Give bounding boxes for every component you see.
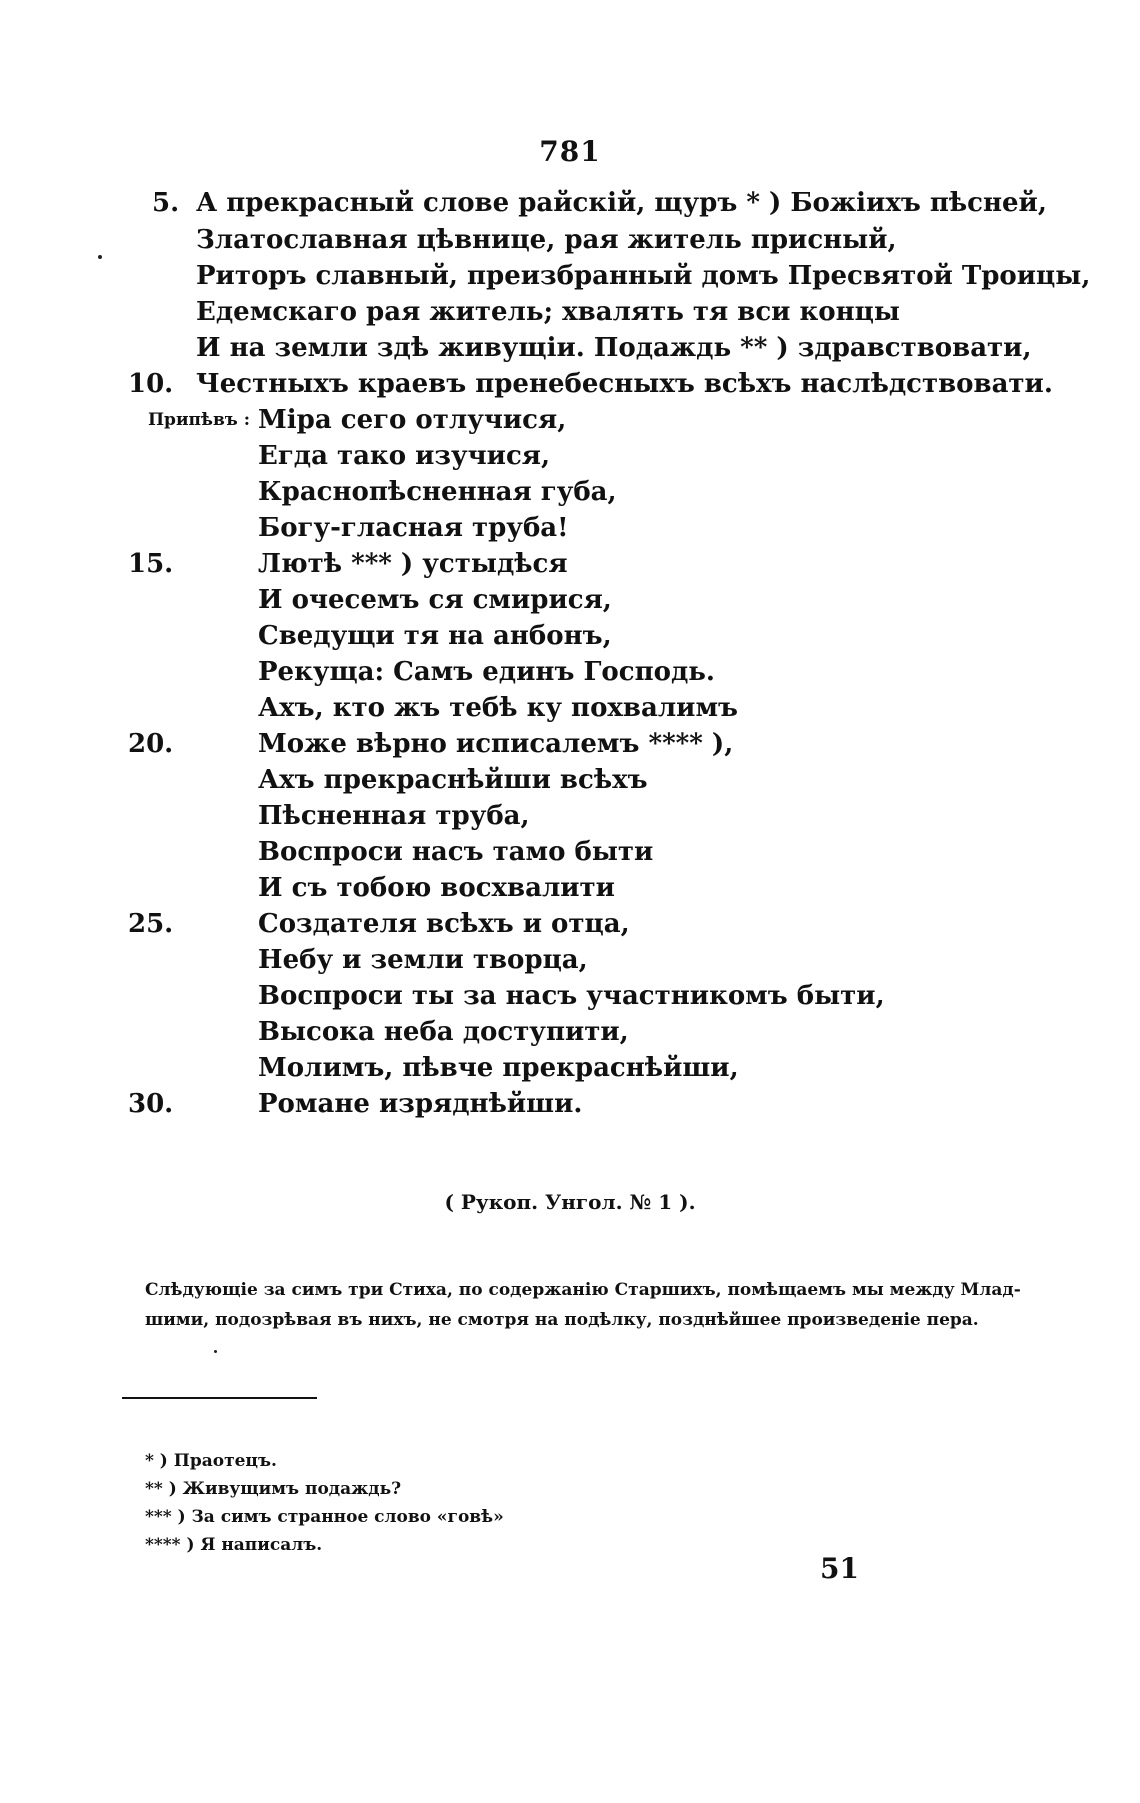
line-text: Воспроси ты за насъ участникомъ быти, — [258, 981, 885, 1011]
line-number: 5. — [152, 188, 180, 218]
line-text: Сведущи тя на анбонъ, — [258, 621, 612, 651]
refrain-label: Припѣвъ : — [148, 410, 250, 430]
line-text: Златославная цѣвнице, рая житель присный, — [196, 225, 897, 255]
line-text: Романе изряднѣйши. — [258, 1089, 583, 1119]
source-citation: ( Рукоп. Унгол. № 1 ). — [444, 1190, 696, 1214]
editor-note-line: шими, подозрѣвая въ нихъ, не смотря на подѣлку, позднѣйшее произведеніе пера. — [145, 1310, 979, 1330]
editor-note-line: Слѣдующіе за симъ три Стиха, по содержанію Старшихъ, помѣщаемъ мы между Млад- — [145, 1280, 1021, 1300]
line-text: Создателя всѣхъ и отца, — [258, 909, 630, 939]
line-number: 15. — [128, 549, 174, 579]
line-number: 20. — [128, 729, 174, 759]
line-text: И очесемъ ся смирися, — [258, 585, 612, 615]
line-number: 10. — [128, 369, 174, 399]
line-text: И на земли здѣ живущіи. Подаждь ** ) здравствовати, — [196, 333, 1032, 363]
line-text: Риторъ славный, преизбранный домъ Пресвятой Троицы, — [196, 261, 1091, 291]
footnote: ** ) Живущимъ подаждь? — [145, 1479, 402, 1499]
footnote: *** ) За симъ странное слово «говѣ» — [145, 1507, 504, 1527]
line-text: Рекуща: Самъ единъ Господь. — [258, 657, 715, 687]
line-text: Ахъ прекраснѣйши всѣхъ — [258, 765, 648, 795]
footnote: **** ) Я написалъ. — [145, 1535, 323, 1555]
page-number-bottom: 51 — [820, 1552, 859, 1585]
page-number-top: 781 — [539, 135, 601, 168]
line-text: А прекрасный слове райскій, щуръ * ) Божіихъ пѣсней, — [196, 188, 1047, 218]
line-text: И съ тобою восхвалити — [258, 873, 615, 903]
line-text: Ахъ, кто жъ тебѣ ку похвалимъ — [258, 693, 738, 723]
line-number: 25. — [128, 909, 174, 939]
line-text: Едемскаго рая житель; хвалять тя вси концы — [196, 297, 900, 327]
footnote: * ) Праотецъ. — [145, 1451, 277, 1471]
line-text: Міра сего отлучися, — [258, 405, 567, 435]
line-text: Може вѣрно исписалемъ **** ), — [258, 729, 734, 759]
line-text: Пѣсненная труба, — [258, 801, 530, 831]
line-text: Молимъ, пѣвче прекраснѣйши, — [258, 1053, 739, 1083]
stray-mark — [214, 1350, 217, 1353]
line-text: Егда тако изучися, — [258, 441, 551, 471]
footnote-divider — [122, 1397, 317, 1399]
line-text: Воспроси насъ тамо быти — [258, 837, 654, 867]
stray-mark — [98, 255, 102, 259]
line-text: Высока неба доступити, — [258, 1017, 629, 1047]
line-text: Краснопѣсненная губа, — [258, 477, 617, 507]
line-number: 30. — [128, 1089, 174, 1119]
line-text: Честныхъ краевъ пренебесныхъ всѣхъ наслѣдствовати. — [196, 369, 1053, 399]
line-text: Лютѣ *** ) устыдѣся — [258, 549, 568, 579]
line-text: Небу и земли творца, — [258, 945, 588, 975]
line-text: Богу-гласная труба! — [258, 513, 569, 543]
